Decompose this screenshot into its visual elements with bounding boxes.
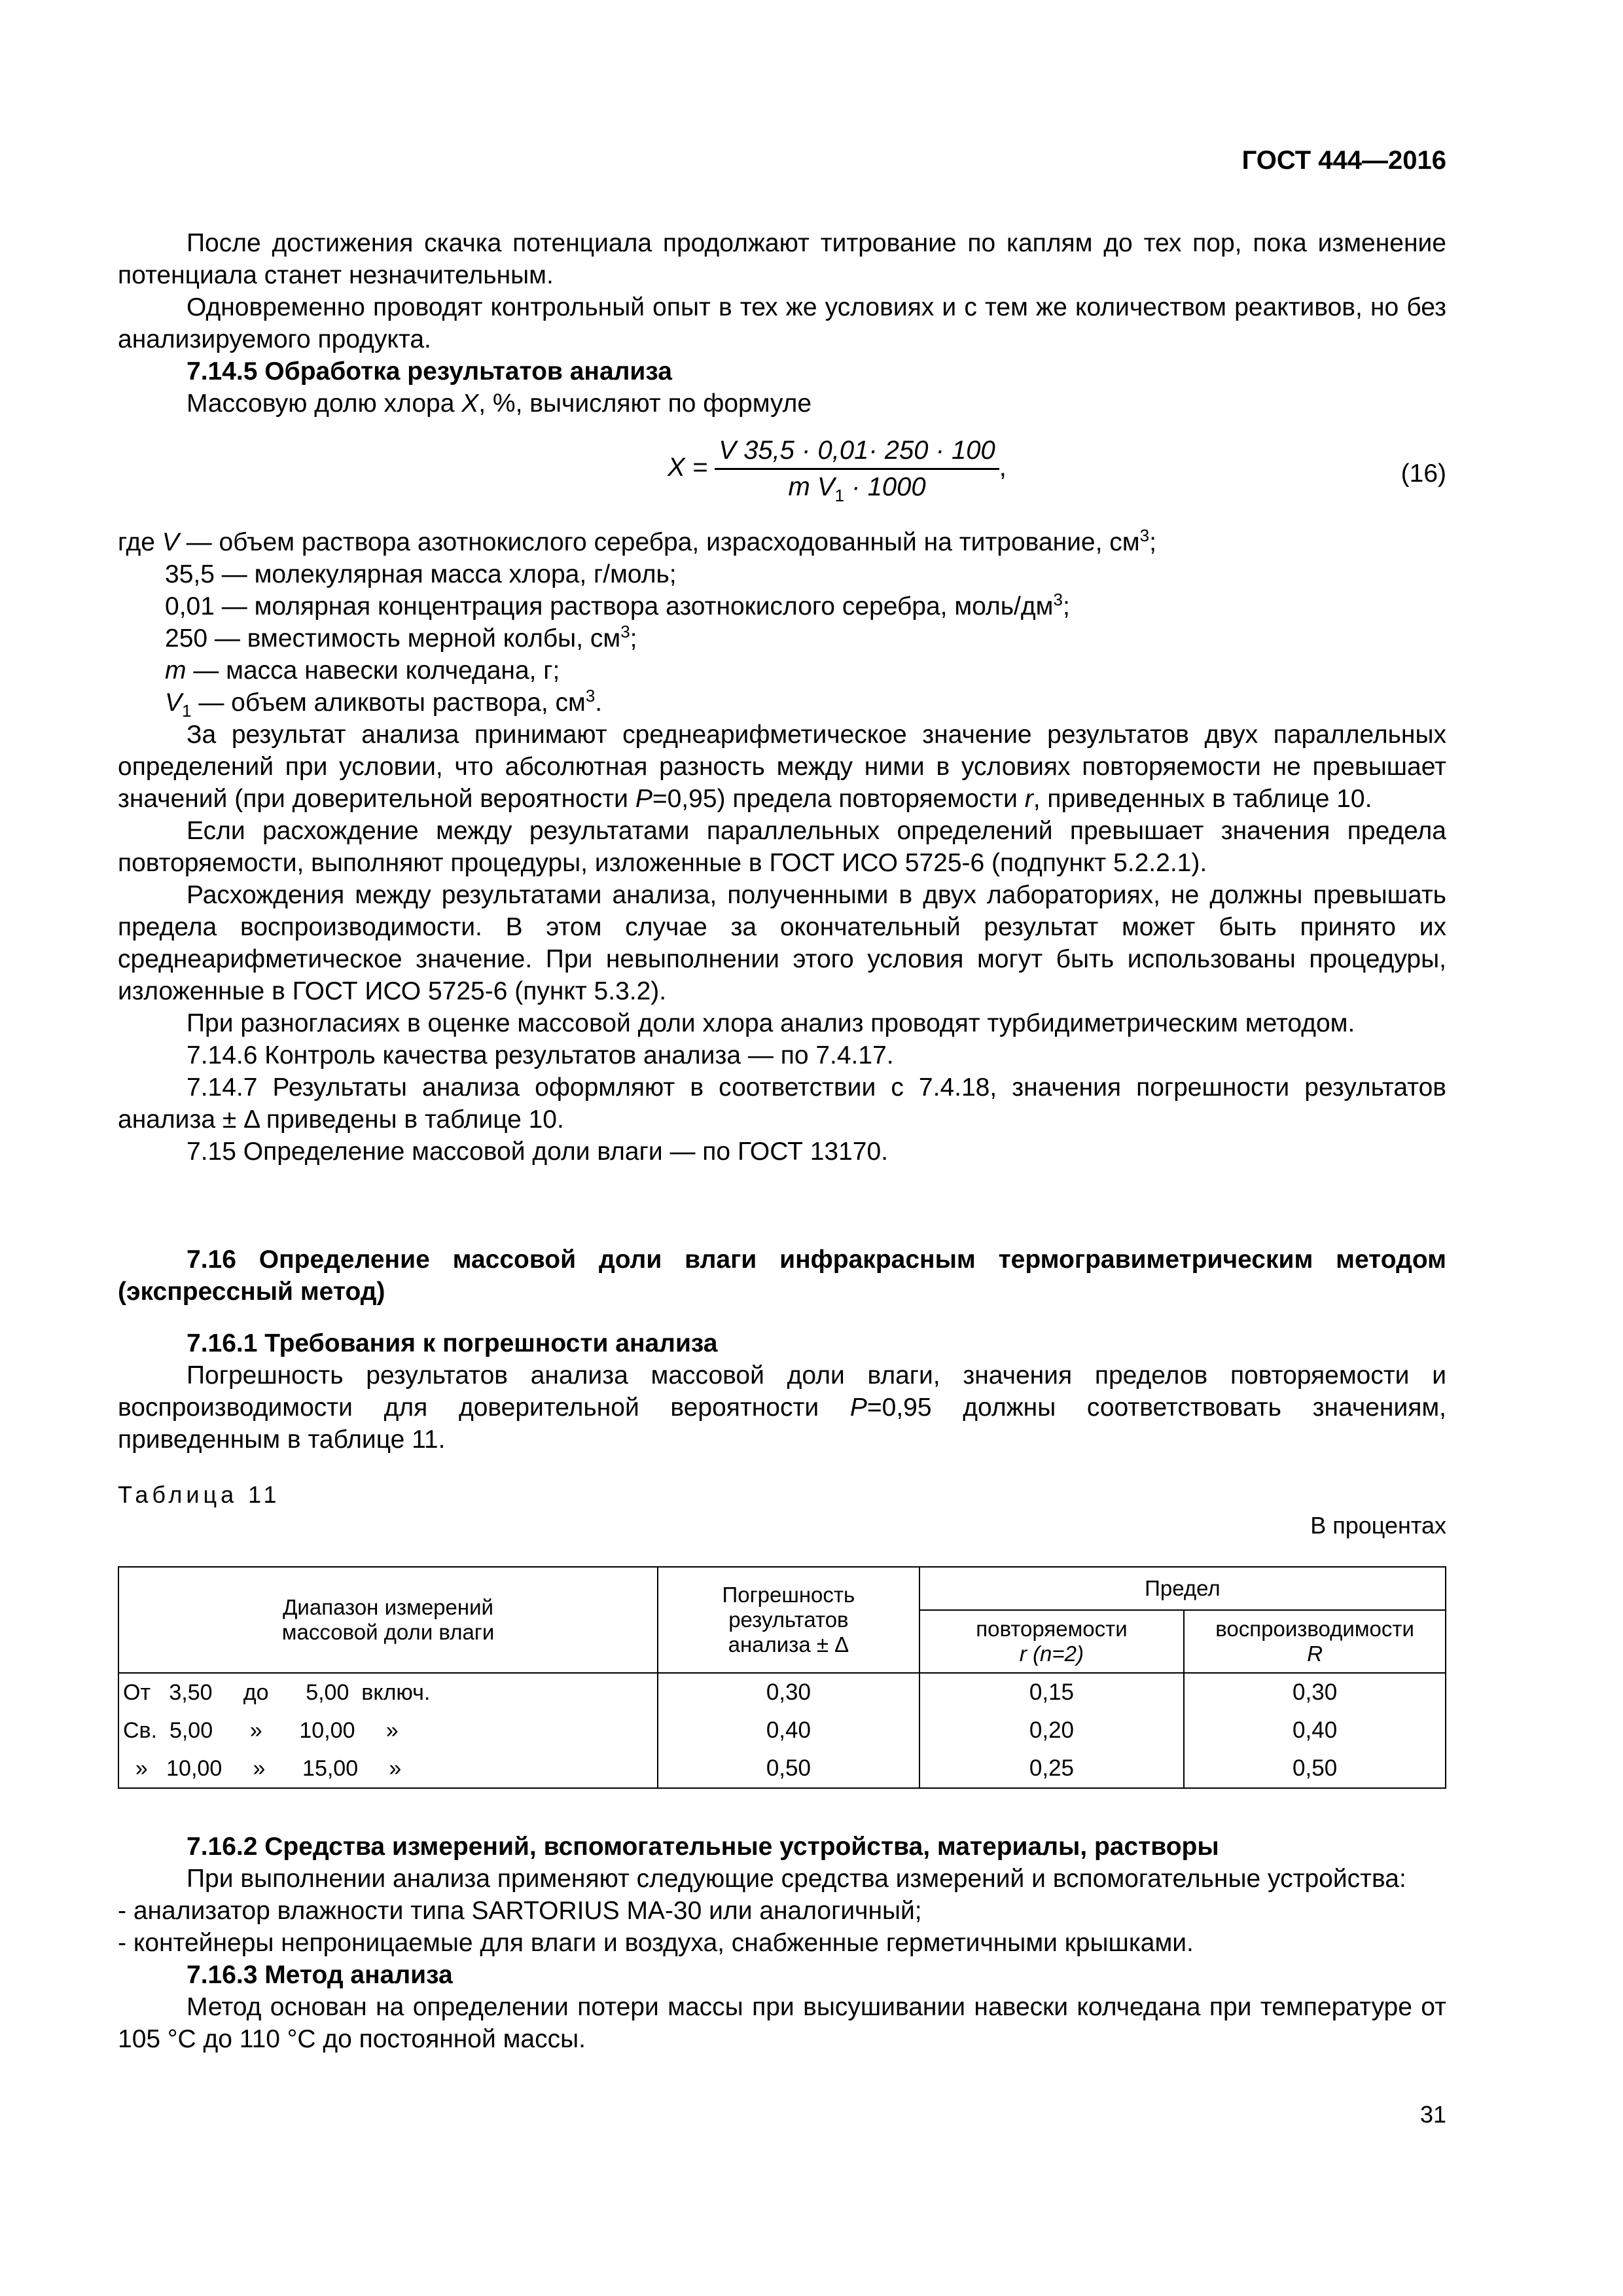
legend-line-m: m — масса навески колчедана, г; xyxy=(165,656,560,685)
table-unit: В процентах xyxy=(1310,1512,1446,1539)
section-heading-7-16-3: 7.16.3 Метод анализа xyxy=(187,1961,453,1989)
equipment-item-2: - контейнеры непроницаемые для влаги и воздуха, снабженные герметичными крышками. xyxy=(118,1929,1194,1957)
formula-lhs: X = xyxy=(668,453,708,482)
legend-line-0-01: 0,01 — молярная концентрация раствора азотнокислого серебра, моль/$дм^3$; xyxy=(165,590,1070,620)
document-header: ГОСТ 444—2016 xyxy=(1241,146,1446,175)
section-heading-7-14-5: 7.14.5 Обработка результатов анализа xyxy=(187,357,672,386)
formula-lead: Массовую долю хлора X, %, вычисляют по формуле xyxy=(187,389,812,418)
header-limit: Предел xyxy=(919,1567,1446,1610)
header-reproducibility: воспроизводимости R xyxy=(1184,1610,1446,1673)
formula-16: X = $\frac{V 35,5 \cdot 0,01\cdot 250 \cdot 100}{m V_1 \cdot 1000}$ , xyxy=(668,436,1007,505)
section-7-16-1 xyxy=(118,1327,1446,1456)
legend-line-250: 250 — вместимость мерной колбы, $см^3$; xyxy=(165,622,637,653)
formula-numerator: V 35,5 · 0,01· 250 · 100 xyxy=(715,436,999,470)
body-paragraph-3: Расхождения между результатами анализа, полученными в двух лабораториях, не должны превышать предела воспроизводимости. В этом случае за окончательный результат может быть принято их среднеарифметическое значение. При невыполнении этого условия могут быть использованы процедуры, изложенные в ГОСТ ИСО 5725-6 (пункт 5.3.2). xyxy=(118,881,1446,1005)
section-heading-7-16: 7.16 Определение массовой доли влаги инфракрасным термогравиметрическим методом (экспрессный метод) xyxy=(118,1246,1446,1306)
formula-denominator: m $V_1 \cdot 1000$ xyxy=(788,473,926,505)
equipment-item-1: - анализатор влажности типа SARTORIUS MA-30 или аналогичный; xyxy=(118,1897,922,1925)
page-number: 31 xyxy=(1419,2101,1446,2128)
section-7-16-2-paragraph: При выполнении анализа применяют следующие средства измерений и вспомогательные устройства: xyxy=(187,1865,1406,1893)
equation-number: (16) xyxy=(1400,459,1446,488)
section-7-16-1-paragraph: Погрешность результатов анализа массовой доли влаги, значения пределов повторяемости и воспроизводимости для доверительной вероятности P=0,95 должны соответствовать значениям, приведенным в таблице 11. xyxy=(118,1361,1447,1454)
variable-legend xyxy=(118,526,1446,719)
header-repeatability: повторяемости r (n=2) xyxy=(919,1610,1185,1673)
body-paragraph-6: 7.14.7 Результаты анализа оформляют в соответствии с 7.4.18, значения погрешности результатов анализа ± Δ приведены в таблице 10. xyxy=(118,1073,1446,1134)
table-row: От 3,50 до 5,00 включ. 0,30 0,15 0,30 xyxy=(118,1673,1446,1712)
formula-fraction xyxy=(715,436,999,505)
body-paragraph-2: Если расхождение между результатами параллельных определений превышает значения предела повторяемости, выполняют процедуры, изложенные в ГОСТ ИСО 5725-6 (подпункт 5.2.2.1). xyxy=(118,817,1446,877)
body-paragraph-5: 7.14.6 Контроль качества результатов анализа — по 7.4.17. xyxy=(187,1041,894,1069)
section-7-16 xyxy=(118,1244,1446,1308)
section-7-16-3-paragraph: Метод основан на определении потери массы при высушивании навески колчедана при температуре от 105 °С до 110 °С до постоянной массы. xyxy=(118,1993,1446,2053)
intro-paragraph-1: После достижения скачка потенциала продолжают титрование по каплям до тех пор, пока изменение потенциала станет незначительным. xyxy=(118,229,1446,289)
section-7-16-2 xyxy=(118,1831,1446,2055)
legend-line-v1: $V_1$ — объем аликвоты раствора, $см^3$. xyxy=(165,686,603,721)
intro-block xyxy=(118,227,1446,420)
legend-line-35-5: 35,5 — молекулярная масса хлора, г/моль; xyxy=(165,560,677,588)
intro-paragraph-2: Одновременно проводят контрольный опыт в тех же условиях и с тем же количеством реактивов, но без анализируемого продукта. xyxy=(118,293,1446,353)
header-error: Погрешность результатов анализа ± Δ xyxy=(658,1567,919,1673)
table-caption: Таблица 11 xyxy=(118,1481,281,1508)
body-paragraph-7: 7.15 Определение массовой доли влаги — по ГОСТ 13170. xyxy=(187,1138,889,1166)
section-heading-7-16-1: 7.16.1 Требования к погрешности анализа xyxy=(187,1329,718,1357)
header-range: Диапазон измерений массовой доли влаги xyxy=(118,1567,658,1673)
legend-line-v: где V — объем раствора азотнокислого серебра, израсходованный на титрование, $см^3$; xyxy=(118,526,1156,556)
section-heading-7-16-2: 7.16.2 Средства измерений, вспомогательные устройства, материалы, растворы xyxy=(187,1833,1219,1861)
table-11 xyxy=(118,1566,1446,1789)
table-row: » 10,00 » 15,00 » 0,50 0,25 0,50 xyxy=(118,1749,1446,1788)
analysis-body xyxy=(118,719,1446,1168)
body-paragraph-4: При разногласиях в оценке массовой доли хлора анализ проводят турбидиметрическим методом. xyxy=(187,1009,1355,1037)
body-paragraph-1: За результат анализа принимают среднеарифметическое значение результатов двух параллельных определений при условии, что абсолютная разность между ними в условиях повторяемости не превышает значений (при доверительной вероятности P=0,95) предела повторяемости r, приведенных в таблице 10. xyxy=(118,721,1446,813)
table-row: Св. 5,00 » 10,00 » 0,40 0,20 0,40 xyxy=(118,1712,1446,1749)
